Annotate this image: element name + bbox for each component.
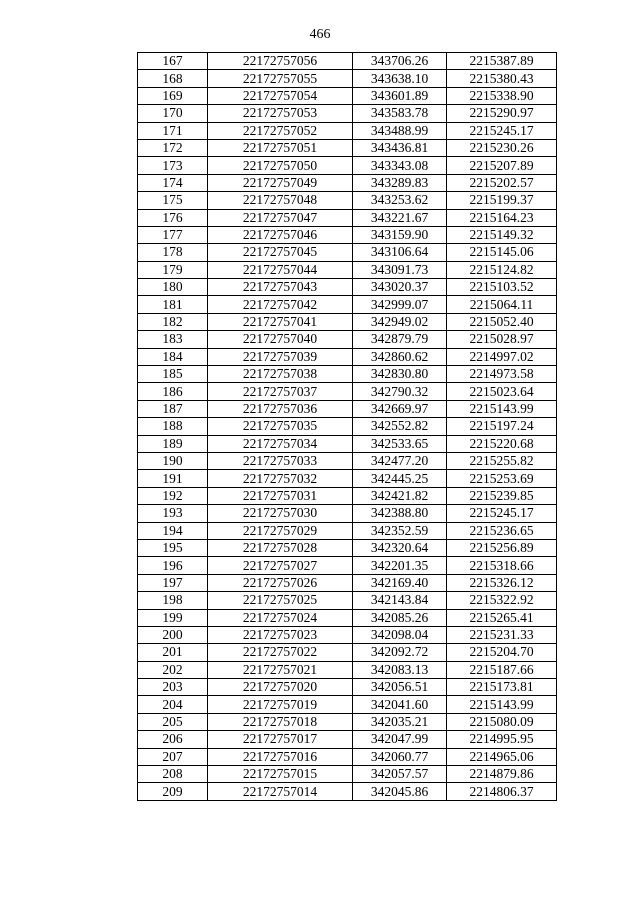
x-coordinate-cell: 342320.64 bbox=[353, 539, 447, 556]
x-coordinate-cell: 342057.57 bbox=[353, 766, 447, 783]
x-coordinate-cell: 343159.90 bbox=[353, 226, 447, 243]
table-row bbox=[138, 366, 557, 383]
point-id-cell: 22172757046 bbox=[208, 226, 353, 243]
point-id-cell: 22172757020 bbox=[208, 679, 353, 696]
point-number-cell: 194 bbox=[138, 522, 208, 539]
point-id-cell: 22172757017 bbox=[208, 731, 353, 748]
point-number-cell: 169 bbox=[138, 87, 208, 104]
page-number: 466 bbox=[309, 27, 331, 42]
y-coordinate-cell: 2215290.97 bbox=[447, 105, 557, 122]
coordinates-table-body bbox=[138, 53, 557, 801]
point-id-cell: 22172757025 bbox=[208, 592, 353, 609]
x-coordinate-cell: 342098.04 bbox=[353, 626, 447, 643]
table-row bbox=[138, 209, 557, 226]
point-number-cell: 205 bbox=[138, 713, 208, 730]
table-row bbox=[138, 157, 557, 174]
point-number-cell: 167 bbox=[138, 53, 208, 70]
point-id-cell: 22172757021 bbox=[208, 661, 353, 678]
x-coordinate-cell: 342445.25 bbox=[353, 470, 447, 487]
point-number-cell: 206 bbox=[138, 731, 208, 748]
x-coordinate-cell: 342352.59 bbox=[353, 522, 447, 539]
y-coordinate-cell: 2215204.70 bbox=[447, 644, 557, 661]
point-number-cell: 208 bbox=[138, 766, 208, 783]
table-row bbox=[138, 452, 557, 469]
x-coordinate-cell: 343106.64 bbox=[353, 244, 447, 261]
point-number-cell: 184 bbox=[138, 348, 208, 365]
point-id-cell: 22172757031 bbox=[208, 487, 353, 504]
point-id-cell: 22172757023 bbox=[208, 626, 353, 643]
point-number-cell: 197 bbox=[138, 574, 208, 591]
point-number-cell: 200 bbox=[138, 626, 208, 643]
point-id-cell: 22172757024 bbox=[208, 609, 353, 626]
x-coordinate-cell: 342790.32 bbox=[353, 383, 447, 400]
point-number-cell: 183 bbox=[138, 331, 208, 348]
y-coordinate-cell: 2215202.57 bbox=[447, 174, 557, 191]
table-row bbox=[138, 87, 557, 104]
point-number-cell: 203 bbox=[138, 679, 208, 696]
point-number-cell: 187 bbox=[138, 400, 208, 417]
table-row bbox=[138, 539, 557, 556]
table-row bbox=[138, 505, 557, 522]
point-number-cell: 201 bbox=[138, 644, 208, 661]
point-number-cell: 191 bbox=[138, 470, 208, 487]
point-id-cell: 22172757052 bbox=[208, 122, 353, 139]
x-coordinate-cell: 342388.80 bbox=[353, 505, 447, 522]
point-number-cell: 209 bbox=[138, 783, 208, 800]
table-row bbox=[138, 748, 557, 765]
point-number-cell: 199 bbox=[138, 609, 208, 626]
y-coordinate-cell: 2215230.26 bbox=[447, 139, 557, 156]
x-coordinate-cell: 342056.51 bbox=[353, 679, 447, 696]
table-row bbox=[138, 592, 557, 609]
point-number-cell: 186 bbox=[138, 383, 208, 400]
y-coordinate-cell: 2215143.99 bbox=[447, 400, 557, 417]
point-number-cell: 173 bbox=[138, 157, 208, 174]
x-coordinate-cell: 343638.10 bbox=[353, 70, 447, 87]
table-row bbox=[138, 400, 557, 417]
x-coordinate-cell: 342060.77 bbox=[353, 748, 447, 765]
y-coordinate-cell: 2215145.06 bbox=[447, 244, 557, 261]
point-number-cell: 177 bbox=[138, 226, 208, 243]
point-id-cell: 22172757034 bbox=[208, 435, 353, 452]
y-coordinate-cell: 2215387.89 bbox=[447, 53, 557, 70]
y-coordinate-cell: 2215253.69 bbox=[447, 470, 557, 487]
point-id-cell: 22172757049 bbox=[208, 174, 353, 191]
point-number-cell: 168 bbox=[138, 70, 208, 87]
table-row bbox=[138, 313, 557, 330]
table-row bbox=[138, 174, 557, 191]
y-coordinate-cell: 2215239.85 bbox=[447, 487, 557, 504]
point-id-cell: 22172757040 bbox=[208, 331, 353, 348]
point-id-cell: 22172757042 bbox=[208, 296, 353, 313]
point-id-cell: 22172757030 bbox=[208, 505, 353, 522]
point-id-cell: 22172757035 bbox=[208, 418, 353, 435]
table-row bbox=[138, 296, 557, 313]
point-id-cell: 22172757044 bbox=[208, 261, 353, 278]
point-id-cell: 22172757055 bbox=[208, 70, 353, 87]
table-row bbox=[138, 348, 557, 365]
y-coordinate-cell: 2215080.09 bbox=[447, 713, 557, 730]
y-coordinate-cell: 2215023.64 bbox=[447, 383, 557, 400]
x-coordinate-cell: 342092.72 bbox=[353, 644, 447, 661]
table-row bbox=[138, 661, 557, 678]
y-coordinate-cell: 2215265.41 bbox=[447, 609, 557, 626]
table-row bbox=[138, 192, 557, 209]
table-row bbox=[138, 53, 557, 70]
table-row bbox=[138, 122, 557, 139]
point-number-cell: 185 bbox=[138, 366, 208, 383]
point-number-cell: 204 bbox=[138, 696, 208, 713]
y-coordinate-cell: 2214995.95 bbox=[447, 731, 557, 748]
x-coordinate-cell: 342047.99 bbox=[353, 731, 447, 748]
point-number-cell: 176 bbox=[138, 209, 208, 226]
coordinates-table bbox=[137, 52, 557, 801]
table-row bbox=[138, 644, 557, 661]
table-row bbox=[138, 574, 557, 591]
table-row bbox=[138, 487, 557, 504]
table-row bbox=[138, 766, 557, 783]
x-coordinate-cell: 343706.26 bbox=[353, 53, 447, 70]
y-coordinate-cell: 2215380.43 bbox=[447, 70, 557, 87]
x-coordinate-cell: 343289.83 bbox=[353, 174, 447, 191]
y-coordinate-cell: 2214965.06 bbox=[447, 748, 557, 765]
point-number-cell: 202 bbox=[138, 661, 208, 678]
point-number-cell: 174 bbox=[138, 174, 208, 191]
table-row bbox=[138, 383, 557, 400]
point-id-cell: 22172757054 bbox=[208, 87, 353, 104]
y-coordinate-cell: 2215064.11 bbox=[447, 296, 557, 313]
y-coordinate-cell: 2215322.92 bbox=[447, 592, 557, 609]
x-coordinate-cell: 342143.84 bbox=[353, 592, 447, 609]
y-coordinate-cell: 2214879.86 bbox=[447, 766, 557, 783]
point-id-cell: 22172757018 bbox=[208, 713, 353, 730]
x-coordinate-cell: 342860.62 bbox=[353, 348, 447, 365]
y-coordinate-cell: 2215338.90 bbox=[447, 87, 557, 104]
x-coordinate-cell: 342045.86 bbox=[353, 783, 447, 800]
point-number-cell: 175 bbox=[138, 192, 208, 209]
point-number-cell: 198 bbox=[138, 592, 208, 609]
point-id-cell: 22172757027 bbox=[208, 557, 353, 574]
y-coordinate-cell: 2215318.66 bbox=[447, 557, 557, 574]
point-number-cell: 190 bbox=[138, 452, 208, 469]
table-row bbox=[138, 731, 557, 748]
y-coordinate-cell: 2215231.33 bbox=[447, 626, 557, 643]
y-coordinate-cell: 2215173.81 bbox=[447, 679, 557, 696]
point-number-cell: 188 bbox=[138, 418, 208, 435]
y-coordinate-cell: 2215255.82 bbox=[447, 452, 557, 469]
x-coordinate-cell: 342879.79 bbox=[353, 331, 447, 348]
table-row bbox=[138, 679, 557, 696]
x-coordinate-cell: 342201.35 bbox=[353, 557, 447, 574]
point-id-cell: 22172757053 bbox=[208, 105, 353, 122]
y-coordinate-cell: 2215143.99 bbox=[447, 696, 557, 713]
x-coordinate-cell: 343343.08 bbox=[353, 157, 447, 174]
point-number-cell: 193 bbox=[138, 505, 208, 522]
table-row bbox=[138, 470, 557, 487]
x-coordinate-cell: 342949.02 bbox=[353, 313, 447, 330]
table-row bbox=[138, 279, 557, 296]
y-coordinate-cell: 2215187.66 bbox=[447, 661, 557, 678]
point-number-cell: 196 bbox=[138, 557, 208, 574]
point-number-cell: 195 bbox=[138, 539, 208, 556]
table-row bbox=[138, 609, 557, 626]
table-row bbox=[138, 244, 557, 261]
x-coordinate-cell: 342169.40 bbox=[353, 574, 447, 591]
y-coordinate-cell: 2215052.40 bbox=[447, 313, 557, 330]
table-row bbox=[138, 783, 557, 800]
point-number-cell: 179 bbox=[138, 261, 208, 278]
point-id-cell: 22172757019 bbox=[208, 696, 353, 713]
x-coordinate-cell: 342477.20 bbox=[353, 452, 447, 469]
y-coordinate-cell: 2215197.24 bbox=[447, 418, 557, 435]
table-row bbox=[138, 435, 557, 452]
point-id-cell: 22172757032 bbox=[208, 470, 353, 487]
x-coordinate-cell: 343020.37 bbox=[353, 279, 447, 296]
point-number-cell: 171 bbox=[138, 122, 208, 139]
x-coordinate-cell: 342085.26 bbox=[353, 609, 447, 626]
point-number-cell: 178 bbox=[138, 244, 208, 261]
point-number-cell: 170 bbox=[138, 105, 208, 122]
y-coordinate-cell: 2214806.37 bbox=[447, 783, 557, 800]
x-coordinate-cell: 342999.07 bbox=[353, 296, 447, 313]
x-coordinate-cell: 342421.82 bbox=[353, 487, 447, 504]
x-coordinate-cell: 343091.73 bbox=[353, 261, 447, 278]
point-number-cell: 189 bbox=[138, 435, 208, 452]
x-coordinate-cell: 343601.89 bbox=[353, 87, 447, 104]
table-row bbox=[138, 713, 557, 730]
table-row bbox=[138, 331, 557, 348]
table-row bbox=[138, 261, 557, 278]
y-coordinate-cell: 2214973.58 bbox=[447, 366, 557, 383]
point-id-cell: 22172757016 bbox=[208, 748, 353, 765]
table-row bbox=[138, 522, 557, 539]
point-id-cell: 22172757029 bbox=[208, 522, 353, 539]
y-coordinate-cell: 2215245.17 bbox=[447, 122, 557, 139]
x-coordinate-cell: 342041.60 bbox=[353, 696, 447, 713]
x-coordinate-cell: 343253.62 bbox=[353, 192, 447, 209]
point-number-cell: 182 bbox=[138, 313, 208, 330]
point-number-cell: 192 bbox=[138, 487, 208, 504]
table-row bbox=[138, 105, 557, 122]
x-coordinate-cell: 343583.78 bbox=[353, 105, 447, 122]
point-number-cell: 181 bbox=[138, 296, 208, 313]
point-number-cell: 180 bbox=[138, 279, 208, 296]
point-number-cell: 172 bbox=[138, 139, 208, 156]
y-coordinate-cell: 2215103.52 bbox=[447, 279, 557, 296]
y-coordinate-cell: 2214997.02 bbox=[447, 348, 557, 365]
point-id-cell: 22172757015 bbox=[208, 766, 353, 783]
y-coordinate-cell: 2215124.82 bbox=[447, 261, 557, 278]
y-coordinate-cell: 2215149.32 bbox=[447, 226, 557, 243]
x-coordinate-cell: 342669.97 bbox=[353, 400, 447, 417]
table-row bbox=[138, 696, 557, 713]
x-coordinate-cell: 342083.13 bbox=[353, 661, 447, 678]
x-coordinate-cell: 343436.81 bbox=[353, 139, 447, 156]
x-coordinate-cell: 342830.80 bbox=[353, 366, 447, 383]
y-coordinate-cell: 2215028.97 bbox=[447, 331, 557, 348]
point-id-cell: 22172757041 bbox=[208, 313, 353, 330]
x-coordinate-cell: 342035.21 bbox=[353, 713, 447, 730]
y-coordinate-cell: 2215207.89 bbox=[447, 157, 557, 174]
point-id-cell: 22172757028 bbox=[208, 539, 353, 556]
point-id-cell: 22172757033 bbox=[208, 452, 353, 469]
y-coordinate-cell: 2215199.37 bbox=[447, 192, 557, 209]
table-row bbox=[138, 139, 557, 156]
y-coordinate-cell: 2215164.23 bbox=[447, 209, 557, 226]
point-id-cell: 22172757038 bbox=[208, 366, 353, 383]
x-coordinate-cell: 343221.67 bbox=[353, 209, 447, 226]
point-id-cell: 22172757039 bbox=[208, 348, 353, 365]
x-coordinate-cell: 342533.65 bbox=[353, 435, 447, 452]
point-id-cell: 22172757026 bbox=[208, 574, 353, 591]
point-id-cell: 22172757051 bbox=[208, 139, 353, 156]
point-id-cell: 22172757050 bbox=[208, 157, 353, 174]
table-row bbox=[138, 418, 557, 435]
point-id-cell: 22172757056 bbox=[208, 53, 353, 70]
point-number-cell: 207 bbox=[138, 748, 208, 765]
x-coordinate-cell: 342552.82 bbox=[353, 418, 447, 435]
point-id-cell: 22172757022 bbox=[208, 644, 353, 661]
y-coordinate-cell: 2215236.65 bbox=[447, 522, 557, 539]
y-coordinate-cell: 2215220.68 bbox=[447, 435, 557, 452]
point-id-cell: 22172757047 bbox=[208, 209, 353, 226]
y-coordinate-cell: 2215326.12 bbox=[447, 574, 557, 591]
point-id-cell: 22172757036 bbox=[208, 400, 353, 417]
point-id-cell: 22172757043 bbox=[208, 279, 353, 296]
point-id-cell: 22172757045 bbox=[208, 244, 353, 261]
y-coordinate-cell: 2215245.17 bbox=[447, 505, 557, 522]
point-id-cell: 22172757014 bbox=[208, 783, 353, 800]
point-id-cell: 22172757037 bbox=[208, 383, 353, 400]
table-row bbox=[138, 626, 557, 643]
table-row bbox=[138, 226, 557, 243]
point-id-cell: 22172757048 bbox=[208, 192, 353, 209]
y-coordinate-cell: 2215256.89 bbox=[447, 539, 557, 556]
table-row bbox=[138, 557, 557, 574]
table-row bbox=[138, 70, 557, 87]
x-coordinate-cell: 343488.99 bbox=[353, 122, 447, 139]
